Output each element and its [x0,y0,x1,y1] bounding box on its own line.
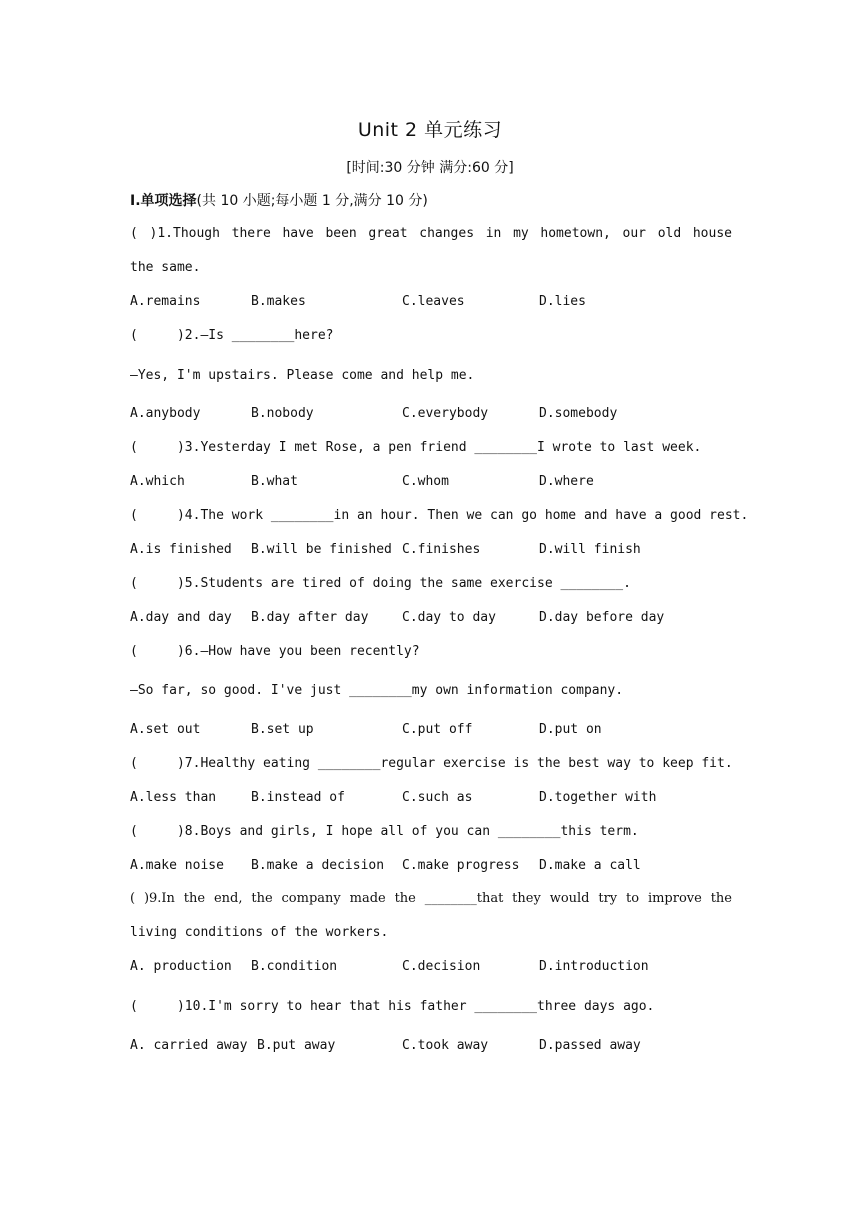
question-10-option-b: B.put away [257,1038,336,1053]
question-5-option-a: A.day and day [130,610,232,625]
section-numeral: Ⅰ. [130,193,141,209]
question-6-option-b: B.set up [251,722,314,737]
question-3-option-c: C.whom [402,474,449,489]
question-8-option-d: D.make a call [539,858,641,873]
question-2-option-d: D.somebody [539,406,618,421]
question-10-option-a: A. carried away [130,1038,248,1053]
question-1-option-c: C.leaves [402,294,465,309]
question-4-option-c: C.finishes [402,542,481,557]
question-5-stem: ( )5.Students are tired of doing the same exercise ________. [130,576,631,591]
question-9-option-b: B.condition [251,959,338,974]
question-2-option-b: B.nobody [251,406,314,421]
question-7-option-d: D.together with [539,790,657,805]
question-9-option-d: D.introduction [539,959,649,974]
question-10-option-d: D.passed away [539,1038,641,1053]
question-5-option-b: B.day after day [251,610,369,625]
question-2-stem-cont: —Yes, I'm upstairs. Please come and help me. [130,368,475,383]
question-8-option-b: B.make a decision [251,858,385,873]
question-2-option-a: A.anybody [130,406,201,421]
question-1-option-d: D.lies [539,294,586,309]
question-4-option-d: D.will finish [539,542,641,557]
question-2-stem: ( )2.—Is ________here? [130,328,334,343]
question-2-option-c: C.everybody [402,406,489,421]
question-6-option-a: A.set out [130,722,201,737]
question-1-stem: ( )1.Though there have been great changes in my hometown, our old house [130,226,732,241]
question-7-stem: ( )7.Healthy eating ________regular exercise is the best way to keep fit. [130,756,733,771]
question-1-option-b: B.makes [251,294,306,309]
question-5-option-c: C.day to day [402,610,496,625]
question-5-option-d: D.day before day [539,610,665,625]
question-10-stem: ( )10.I'm sorry to hear that his father ________three days ago. [130,999,655,1014]
section-heading [130,190,428,210]
section-note: (共 10 小题;每小题 1 分,满分 10 分) [196,193,428,209]
question-3-option-a: A.which [130,474,185,489]
question-4-stem: ( )4.The work ________in an hour. Then we can go home and have a good rest. [130,508,749,523]
question-1-stem-cont: the same. [130,260,201,275]
question-8-stem: ( )8.Boys and girls, I hope all of you can ________this term. [130,824,639,839]
question-9-option-c: C.decision [402,959,481,974]
question-6-stem: ( )6.—How have you been recently? [130,644,420,659]
question-9-stem: ( )9.In the end, the company made the ________that they would try to improve the [130,891,732,906]
question-1-option-a: A.remains [130,294,201,309]
question-7-option-a: A.less than [130,790,217,805]
question-9-stem-cont: living conditions of the workers. [130,925,389,940]
question-6-option-d: D.put on [539,722,602,737]
exam-time-score: [时间:30 分钟 满分:60 分] [346,160,514,176]
question-3-stem: ( )3.Yesterday I met Rose, a pen friend ________I wrote to last week. [130,440,702,455]
question-7-option-c: C.such as [402,790,473,805]
question-6-stem-cont: —So far, so good. I've just ________my own information company. [130,683,624,698]
question-8-option-a: A.make noise [130,858,224,873]
question-4-option-b: B.will be finished [251,542,392,557]
question-6-option-c: C.put off [402,722,473,737]
page-title: Unit 2 单元练习 [357,119,503,141]
question-4-option-a: A.is finished [130,542,232,557]
question-3-option-d: D.where [539,474,594,489]
section-name: 单项选择 [140,193,197,209]
question-8-option-c: C.make progress [402,858,520,873]
question-10-option-c: C.took away [402,1038,489,1053]
question-3-option-b: B.what [251,474,298,489]
question-7-option-b: B.instead of [251,790,345,805]
question-9-option-a: A. production [130,959,232,974]
